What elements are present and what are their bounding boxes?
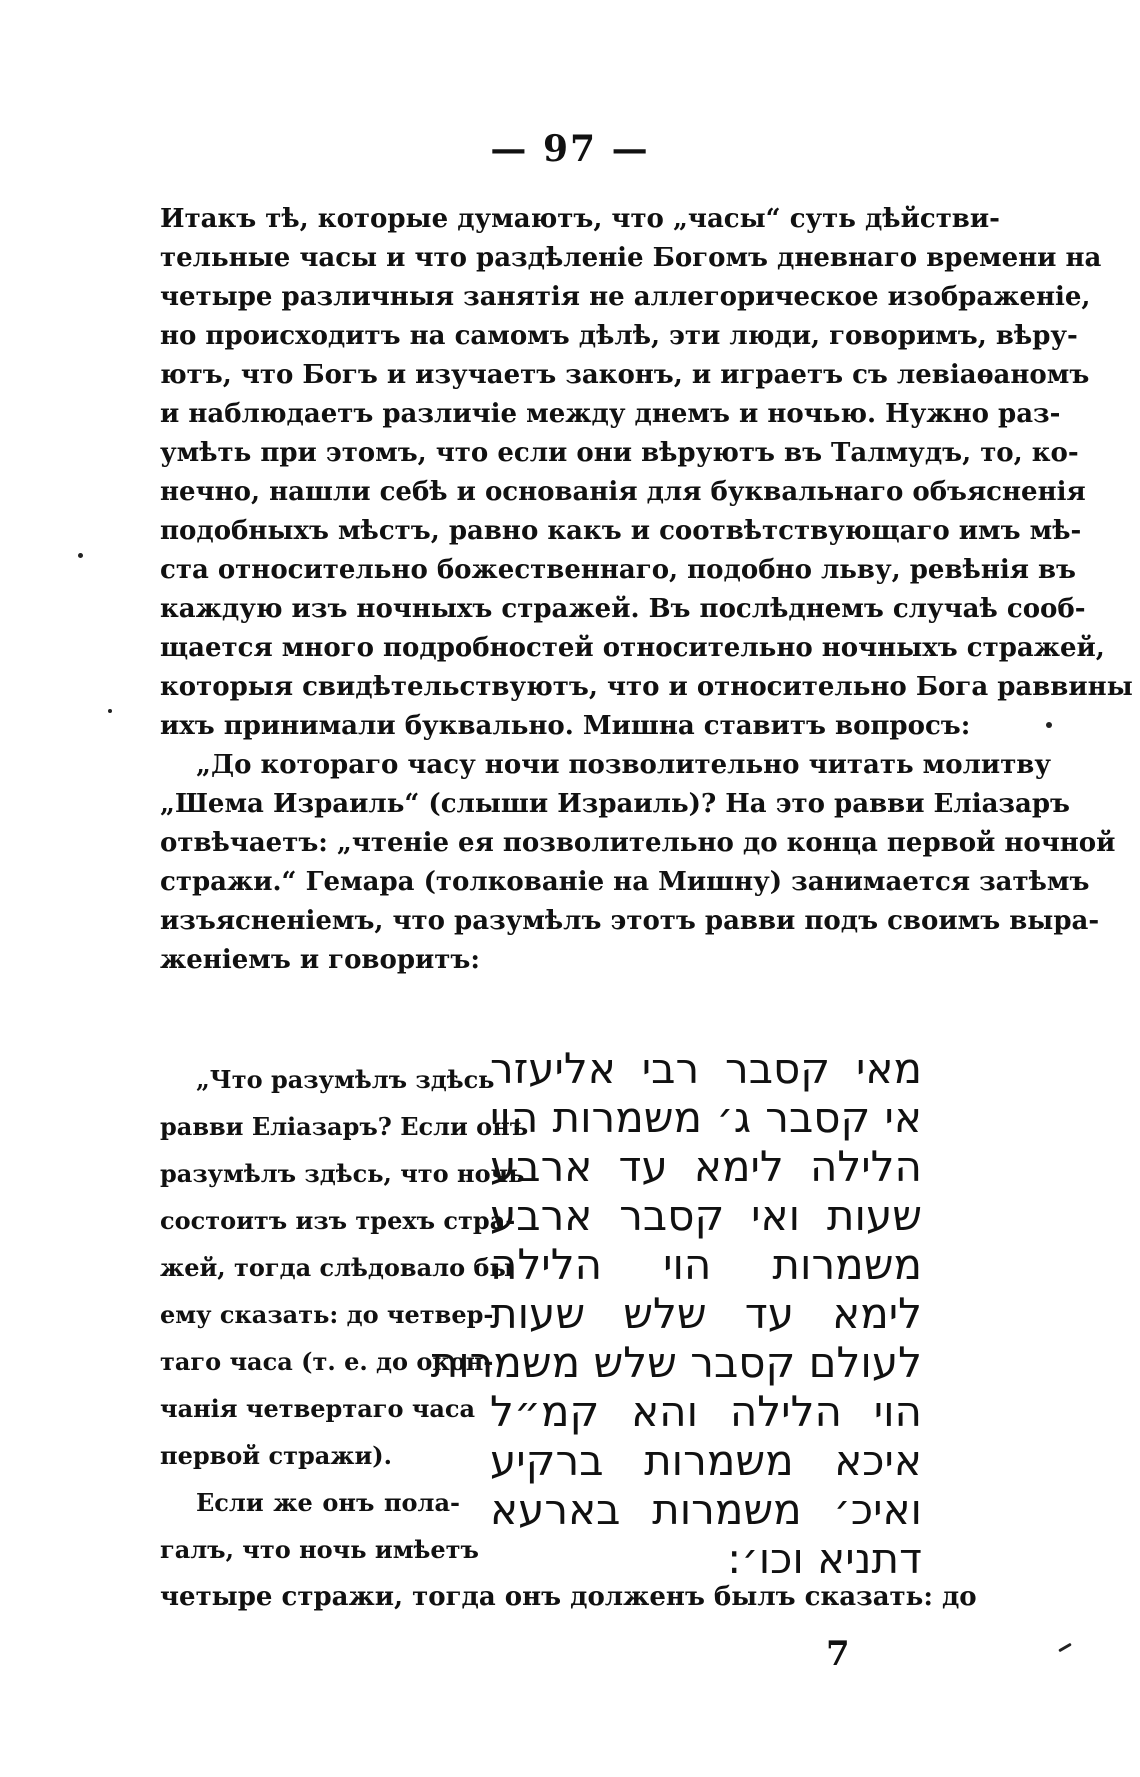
text-line: ихъ принимали буквально. Мишна ставитъ вопросъ: [160, 711, 971, 741]
translation-line: ему сказать: до четвер- [160, 1300, 494, 1329]
text-line: щается много подробностей относительно ночныхъ стражей, [160, 633, 1105, 663]
closing-text-line: четыре стражи, тогда онъ долженъ былъ сказать: до [160, 1582, 977, 1612]
page-number: — 97 — [490, 128, 650, 170]
text-line: четыре различныя занятія не аллегорическое изображеніе, [160, 282, 1091, 312]
text-line: тельные часы и что раздѣленіе Богомъ дневнаго времени на [160, 243, 1102, 273]
translation-line: „Что разумѣлъ здѣсь [196, 1065, 495, 1094]
translation-line: галъ, что ночь имѣетъ [160, 1535, 479, 1564]
scan-speck [108, 709, 112, 713]
two-column-section [160, 1044, 920, 1584]
text-line: умѣть при этомъ, что если они вѣруютъ въ Талмудъ, то, ко- [160, 438, 1079, 468]
text-line: каждую изъ ночныхъ стражей. Въ послѣднемъ случаѣ сооб- [160, 594, 1086, 624]
main-paragraph [160, 200, 1133, 980]
translation-line: равви Еліазаръ? Если онъ [160, 1112, 529, 1141]
scan-speck [78, 553, 83, 558]
text-line: ютъ, что Богъ и изучаетъ законъ, и играетъ съ левіаѳаномъ [160, 360, 1090, 390]
text-line: и наблюдаетъ различіе между днемъ и ночью. Нужно раз- [160, 399, 1061, 429]
text-line: изъясненіемъ, что разумѣлъ этотъ равви подъ своимъ выра- [160, 906, 1100, 936]
hebrew-line: משמרות הוי הלילה [490, 1240, 922, 1289]
text-line: Итакъ тѣ, которые думаютъ, что „часы“ суть дѣйстви- [160, 204, 1000, 234]
hebrew-line: שעות ואי קסבר ארבע [490, 1191, 922, 1240]
hebrew-line: דתניא וכו׳: [727, 1534, 922, 1583]
hebrew-line: לעולם קסבר שלש משמרות [430, 1338, 922, 1387]
text-line: подобныхъ мѣстъ, равно какъ и соотвѣтствующаго имъ мѣ- [160, 516, 1082, 546]
hebrew-line: איכא משמרות ברקיע [490, 1436, 922, 1485]
hebrew-line: ואיכ׳ משמרות בארעא [490, 1485, 922, 1534]
signature-mark: 7 [826, 1634, 850, 1674]
text-line: нечно, нашли себѣ и основанія для буквальнаго объясненія [160, 477, 1086, 507]
text-line: ста относительно божественнаго, подобно льву, ревѣнія въ [160, 555, 1076, 585]
text-line: „До котораго часу ночи позволительно читать молитву [196, 750, 1052, 780]
translation-line: разумѣлъ здѣсь, что ночь [160, 1159, 525, 1188]
text-line: стражи.“ Гемара (толкованіе на Мишну) занимается затѣмъ [160, 867, 1090, 897]
translation-line: состоитъ изъ трехъ стра- [160, 1206, 516, 1235]
scan-speck [1046, 722, 1052, 728]
hebrew-line: לימא עד שלש שעות [490, 1289, 922, 1338]
translation-line: чанія четвертаго часа [160, 1394, 476, 1423]
hebrew-line: הלילה לימא עד ארבע [490, 1142, 922, 1191]
hebrew-line: אי קסבר ג׳ משמרות הוי [490, 1093, 922, 1142]
hebrew-line: הוי הלילה והא קמ״ל [490, 1387, 922, 1436]
text-line: женіемъ и говоритъ: [160, 945, 480, 975]
russian-translation-column [160, 1056, 529, 1573]
text-line: но происходитъ на самомъ дѣлѣ, эти люди, говоримъ, вѣру- [160, 321, 1078, 351]
hebrew-line: מאי קסבר רבי אליעזר [490, 1044, 922, 1093]
translation-line: жей, тогда слѣдовало бы [160, 1253, 514, 1282]
translation-line: таго часа (т. е. до окон- [160, 1347, 494, 1376]
translation-line: первой стражи). [160, 1441, 393, 1470]
text-line: „Шема Израиль“ (слыши Израиль)? На это равви Еліазаръ [160, 789, 1070, 819]
hebrew-source-column [430, 1044, 922, 1583]
scan-speck [1058, 1643, 1072, 1653]
text-line: отвѣчаетъ: „чтеніе ея позволительно до конца первой ночной [160, 828, 1116, 858]
translation-line: Если же онъ пола- [196, 1488, 460, 1517]
text-line: которыя свидѣтельствуютъ, что и относительно Бога раввины [160, 672, 1133, 702]
